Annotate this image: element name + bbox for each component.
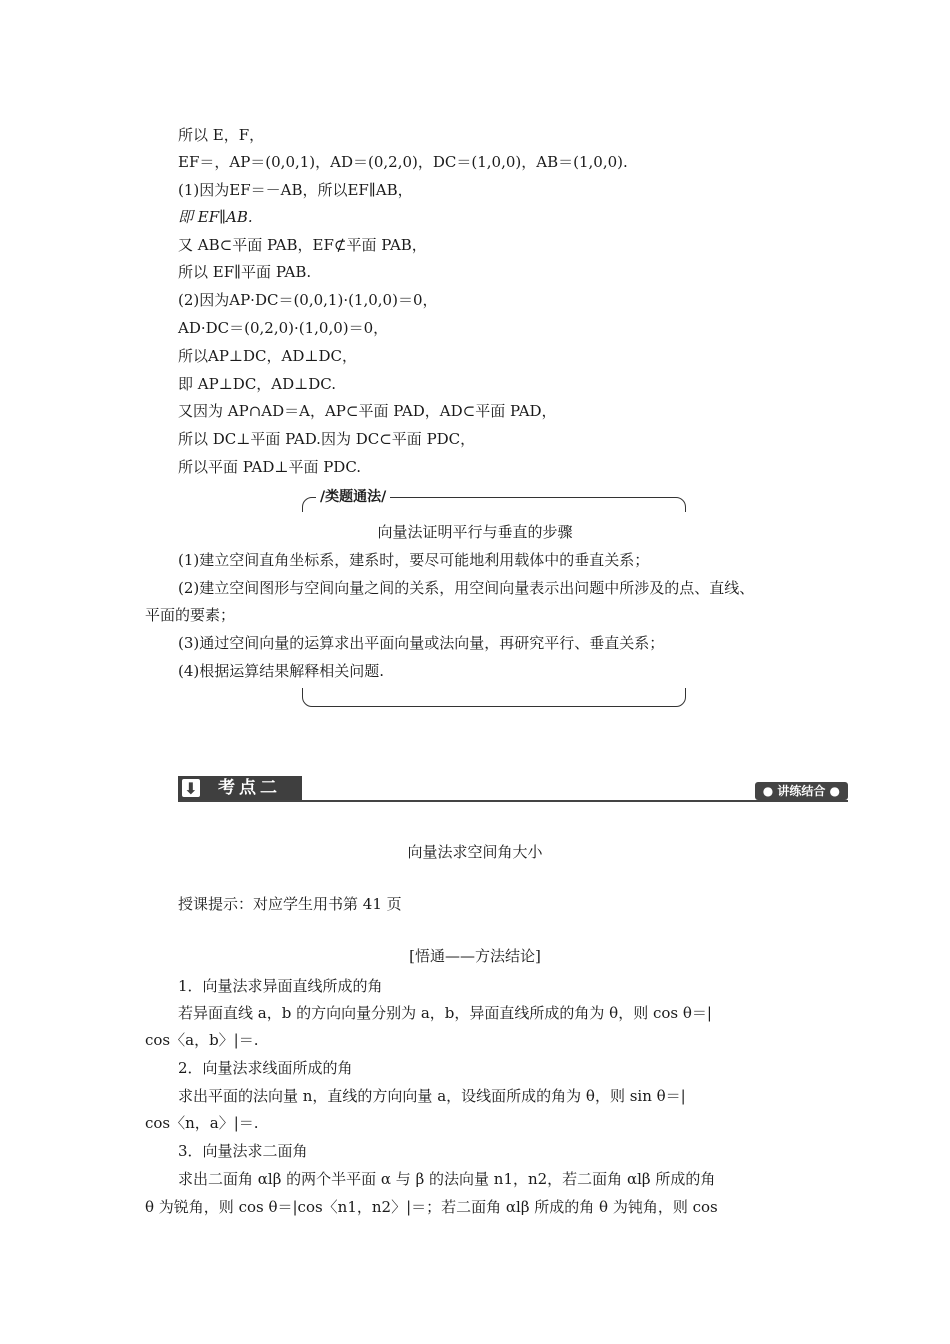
section-header [178, 776, 848, 802]
section-title: 考点二 [218, 778, 281, 798]
proof-line: 所以 DC⊥平面 PAD.因为 DC⊂平面 PDC， [178, 430, 476, 448]
practice-badge: ● 讲练结合 ● [755, 782, 848, 800]
section-divider [178, 800, 848, 802]
item-line: 求出二面角 αlβ 的两个半平面 α 与 β 的法向量 n1，n2，若二面角 αlβ 所成的角 [178, 1170, 716, 1188]
method-box-label: /类题通法/ [316, 487, 390, 507]
item-line: 若异面直线 a，b 的方向向量分别为 a，b，异面直线所成的角为 θ，则 cos θ＝| [178, 1004, 712, 1022]
item-line: cos〈a，b〉|＝. [145, 1031, 259, 1049]
proof-line: 所以平面 PAD⊥平面 PDC. [178, 458, 362, 476]
method-step: 平面的要素； [145, 606, 236, 624]
proof-line: 又 AB⊂平面 PAB，EF⊄平面 PAB， [178, 236, 427, 254]
item-line: 1．向量法求异面直线所成的角 [178, 977, 383, 995]
proof-line: 又因为 AP∩AD＝A，AP⊂平面 PAD，AD⊂平面 PAD， [178, 402, 557, 420]
item-line: θ 为锐角，则 cos θ＝|cos〈n1，n2〉|＝；若二面角 αlβ 所成的角 θ 为钝角，则 cos [145, 1198, 718, 1216]
page-hint: 授课提示：对应学生用书第 41 页 [178, 895, 402, 913]
item-line: 2．向量法求线面所成的角 [178, 1059, 353, 1077]
method-step: (4)根据运算结果解释相关问题. [178, 662, 385, 680]
method-box-title: 向量法证明平行与垂直的步骤 [377, 523, 573, 541]
item-line: cos〈n，a〉|＝. [145, 1114, 259, 1132]
proof-line: (1)因为EF＝－AB，所以EF∥AB， [178, 181, 413, 199]
topic-title: 向量法求空间角大小 [407, 843, 543, 861]
method-step: (3)通过空间向量的运算求出平面向量或法向量，再研究平行、垂直关系； [178, 634, 665, 652]
proof-line: (2)因为AP·DC＝(0,0,1)·(1,0,0)＝0， [178, 291, 438, 309]
proof-line: EF＝，AP＝(0,0,1)，AD＝(0,2,0)，DC＝(1,0,0)，AB＝(1,0,0). [178, 153, 628, 171]
method-step: (2)建立空间图形与空间向量之间的关系，用空间向量表示出问题中所涉及的点、直线、 [178, 579, 755, 597]
proof-line: 所以 E，F， [178, 126, 265, 144]
arrow-down-icon: ⬇ [182, 779, 200, 797]
item-line: 3．向量法求二面角 [178, 1142, 308, 1160]
item-line: 求出平面的法向量 n，直线的方向向量 a，设线面所成的角为 θ，则 sin θ＝| [178, 1087, 686, 1105]
method-step: (1)建立空间直角坐标系，建系时，要尽可能地利用载体中的垂直关系； [178, 551, 650, 569]
proof-line: AD·DC＝(0,2,0)·(1,0,0)＝0， [178, 319, 389, 337]
proof-line: 即 AP⊥DC，AD⊥DC. [178, 375, 337, 393]
subheading: [悟通——方法结论] [409, 947, 541, 965]
proof-line: 即 EF∥AB. [178, 208, 253, 226]
section-tab [178, 776, 302, 800]
proof-line: 所以 EF∥平面 PAB. [178, 263, 312, 281]
proof-line: 所以AP⊥DC，AD⊥DC， [178, 347, 358, 365]
